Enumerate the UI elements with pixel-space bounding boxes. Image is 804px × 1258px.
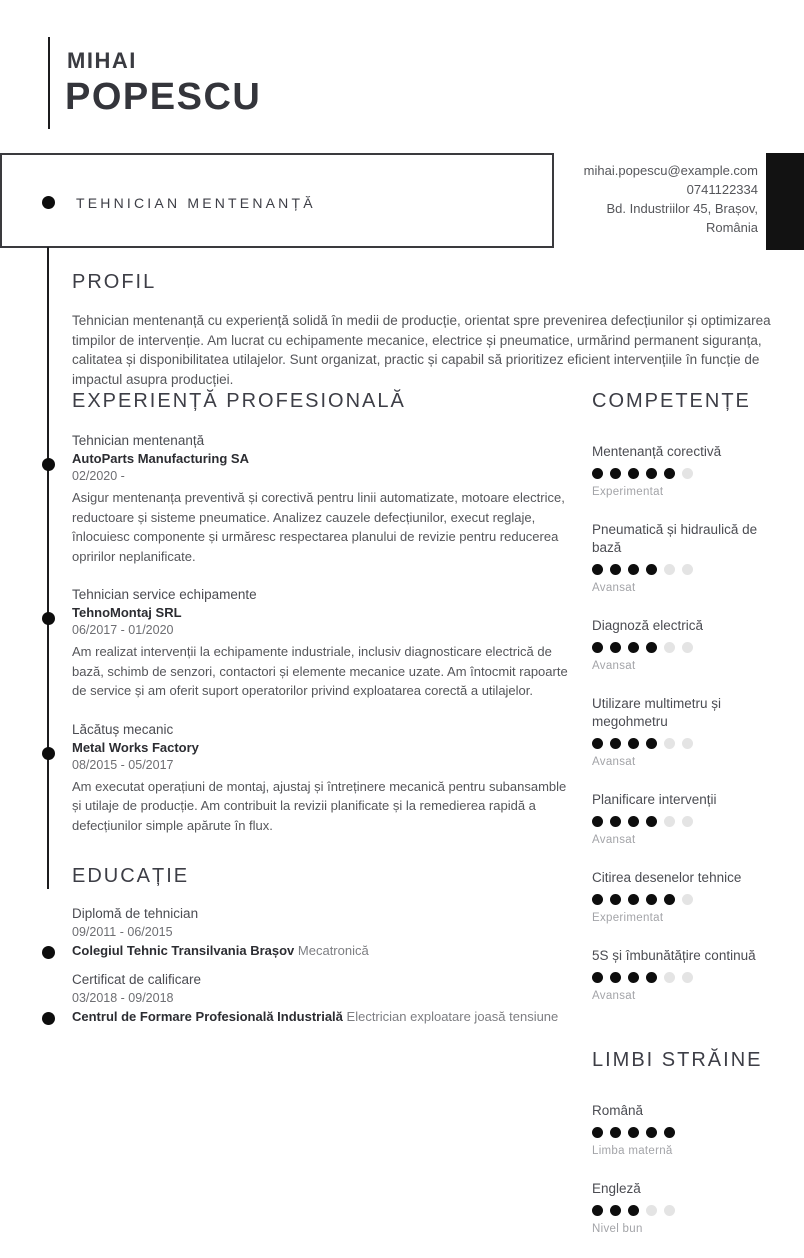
skills-heading: COMPETENȚE [592, 390, 751, 412]
rating-dot-empty [682, 642, 693, 653]
rating-dot-filled [646, 972, 657, 983]
skill-name: Diagnoză electrică [592, 618, 704, 633]
last-name: POPESCU [65, 76, 262, 118]
contact-block [538, 161, 758, 237]
skill-name: Utilizare multimetru și megohmetru [592, 696, 722, 729]
rating-dot-filled [646, 564, 657, 575]
skill-name: Mentenanță corectivă [592, 444, 722, 459]
rating-dot-empty [664, 738, 675, 749]
rating-dot-filled [646, 468, 657, 479]
education-list [72, 906, 572, 1024]
education-item [72, 906, 572, 958]
job-item-dates: 06/2017 - 01/2020 [72, 623, 174, 637]
language-item [592, 1180, 790, 1235]
rating-dot-empty [682, 738, 693, 749]
language-name: Română [592, 1103, 644, 1118]
rating-dot-filled [610, 564, 621, 575]
contact-address-line2: România [705, 220, 758, 235]
skill-rating-dots [592, 972, 790, 983]
skill-rating-dots [592, 468, 790, 479]
job-title-banner [0, 153, 554, 248]
skill-item [592, 617, 790, 672]
rating-dot-empty [682, 564, 693, 575]
language-level-label: Limba maternă [592, 1145, 673, 1157]
contact-address-line1: Bd. Industriilor 45, Brașov, [606, 201, 758, 216]
rating-dot-filled [592, 1205, 603, 1216]
job-item-dates: 02/2020 - [72, 469, 125, 483]
rating-dot-filled [646, 1127, 657, 1138]
education-detail: Electrician exploatare joasă tensiune [346, 1009, 559, 1024]
sidebar [592, 390, 790, 1258]
rating-dot-filled [592, 1127, 603, 1138]
job-item-company: Metal Works Factory [72, 739, 199, 755]
rating-dot-filled [646, 816, 657, 827]
rating-dot-filled [592, 816, 603, 827]
bullet-icon [42, 196, 55, 209]
contact-email: mihai.popescu@example.com [583, 163, 758, 178]
education-dates: 03/2018 - 09/2018 [72, 991, 174, 1005]
job-item [72, 433, 572, 566]
rating-dot-filled [628, 738, 639, 749]
skill-rating-dots [592, 816, 790, 827]
timeline-dot [42, 458, 55, 471]
rating-dot-empty [664, 972, 675, 983]
education-school: Centrul de Formare Profesională Industrială [72, 1009, 343, 1024]
timeline-dot [42, 1012, 55, 1025]
profile-text: Tehnician mentenanță cu experiență solidă în medii de producție, orientat spre prevenirea defecțiunilor și optimizarea timpilor de intervenție. Am lucrat cu echipamente mecanice, electrice și pneumatice, urmărind permanent siguranța, calitatea și disponibilitatea utilajelor. Sunt organizat, practic și capabil să prioritizez eficient intervențiile în funcție de impactul asupra producției. [72, 313, 771, 387]
rating-dot-empty [664, 1205, 675, 1216]
skill-level-label: Avansat [592, 660, 636, 672]
skill-rating-dots [592, 894, 790, 905]
rating-dot-filled [628, 816, 639, 827]
skill-level-label: Experimentat [592, 912, 664, 924]
skill-item [592, 443, 790, 498]
language-rating-dots [592, 1205, 790, 1216]
rating-dot-filled [628, 468, 639, 479]
rating-dot-filled [646, 738, 657, 749]
skill-item [592, 869, 790, 924]
job-title: TEHNICIAN MENTENANȚĂ [76, 195, 316, 211]
rating-dot-filled [664, 468, 675, 479]
rating-dot-filled [610, 972, 621, 983]
rating-dot-filled [592, 468, 603, 479]
education-item [72, 972, 572, 1024]
timeline-dot [42, 747, 55, 760]
rating-dot-empty [646, 1205, 657, 1216]
rating-dot-filled [628, 1127, 639, 1138]
timeline-dot [42, 946, 55, 959]
job-item-company: TehnoMontaj SRL [72, 605, 182, 620]
job-item-title: Tehnician mentenanță [72, 433, 205, 448]
rating-dot-empty [682, 972, 693, 983]
rating-dot-filled [628, 894, 639, 905]
job-item [72, 722, 572, 836]
rating-dot-filled [592, 894, 603, 905]
skill-name: Citirea desenelor tehnice [592, 870, 742, 885]
rating-dot-filled [628, 1205, 639, 1216]
rating-dot-filled [610, 816, 621, 827]
skill-level-label: Avansat [592, 756, 636, 768]
decorative-black-block [766, 153, 804, 250]
rating-dot-filled [592, 738, 603, 749]
contact-phone: 0741122334 [686, 182, 758, 197]
rating-dot-filled [610, 468, 621, 479]
section-profile [72, 271, 780, 389]
rating-dot-filled [592, 642, 603, 653]
rating-dot-filled [610, 642, 621, 653]
skill-item [592, 791, 790, 846]
education-school: Colegiul Tehnic Transilvania Brașov [72, 943, 295, 958]
timeline-line [47, 247, 49, 889]
skill-item [592, 521, 790, 594]
experience-list [72, 433, 572, 835]
skill-level-label: Avansat [592, 990, 636, 1002]
job-item-title: Tehnician service echipamente [72, 587, 257, 602]
skill-level-label: Experimentat [592, 486, 664, 498]
job-item-dates: 08/2015 - 05/2017 [72, 757, 174, 772]
education-degree: Diplomă de tehnician [72, 906, 199, 921]
profile-heading: PROFIL [72, 271, 157, 293]
rating-dot-filled [628, 642, 639, 653]
job-item-company: AutoParts Manufacturing SA [72, 451, 249, 466]
skill-level-label: Avansat [592, 582, 636, 594]
job-item-description: Am realizat intervenții la echipamente industriale, inclusiv diagnosticare electrică de bază, schimb de senzori, contactori și elemente mecanice uzate. Am întocmit rapoarte de service și am oferit suport operatorilor privind exploatarea corectă a utilajelor. [72, 644, 568, 698]
rating-dot-empty [664, 564, 675, 575]
skill-name: Pneumatică și hidraulică de bază [592, 522, 758, 555]
language-level-label: Nivel bun [592, 1223, 643, 1235]
job-item-description: Asigur mentenanța preventivă și corectivă pentru linii automatizate, motoare electrice, reductoare și sisteme pneumatice. Analizez cauzele defecțiunilor, execut reglaje, înlocuiesc componente și urmăresc respectarea planului de revizie pentru reducerea opririlor neplanificate. [72, 490, 565, 564]
rating-dot-filled [628, 564, 639, 575]
rating-dot-filled [664, 894, 675, 905]
rating-dot-filled [610, 1205, 621, 1216]
rating-dot-filled [646, 642, 657, 653]
job-item-description: Am executat operațiuni de montaj, ajustaj și întreținere mecanică pentru subansamble și utilaje de producție. Am contribuit la revizii planificate și la remedierea rapidă a defecțiunilor simple apărute în flux. [72, 778, 567, 833]
education-school-line [72, 1009, 572, 1024]
rating-dot-filled [628, 972, 639, 983]
first-name: MIHAI [67, 48, 137, 73]
skill-rating-dots [592, 642, 790, 653]
skill-item [592, 695, 790, 768]
education-detail: Mecatronică [297, 943, 369, 958]
rating-dot-filled [610, 738, 621, 749]
rating-dot-filled [592, 564, 603, 575]
language-name: Engleză [592, 1181, 641, 1196]
education-school-line [72, 943, 572, 958]
rating-dot-empty [682, 468, 693, 479]
skill-rating-dots [592, 564, 790, 575]
skill-item [592, 947, 790, 1002]
education-dates: 09/2011 - 06/2015 [72, 925, 173, 939]
job-item [72, 587, 572, 701]
rating-dot-empty [664, 816, 675, 827]
skill-name: 5S și îmbunătățire continuă [592, 948, 756, 963]
education-heading: EDUCAȚIE [72, 865, 190, 887]
rating-dot-filled [664, 1127, 675, 1138]
job-item-title: Lăcătuș mecanic [72, 721, 174, 737]
rating-dot-empty [682, 894, 693, 905]
skill-name: Planificare intervenții [592, 792, 717, 807]
experience-heading: EXPERIENȚĂ PROFESIONALĂ [72, 390, 406, 412]
language-rating-dots [592, 1127, 790, 1138]
name-accent-bar [48, 37, 50, 129]
timeline-dot [42, 612, 55, 625]
left-column [72, 390, 572, 1258]
rating-dot-empty [682, 816, 693, 827]
main-columns [72, 390, 790, 1258]
rating-dot-filled [610, 1127, 621, 1138]
rating-dot-filled [610, 894, 621, 905]
rating-dot-filled [646, 894, 657, 905]
language-item [592, 1102, 790, 1157]
rating-dot-empty [664, 642, 675, 653]
languages-heading: LIMBI STRĂINE [592, 1049, 763, 1071]
skill-level-label: Avansat [592, 834, 636, 846]
education-degree: Certificat de calificare [72, 972, 202, 987]
skill-rating-dots [592, 738, 790, 749]
rating-dot-filled [592, 972, 603, 983]
